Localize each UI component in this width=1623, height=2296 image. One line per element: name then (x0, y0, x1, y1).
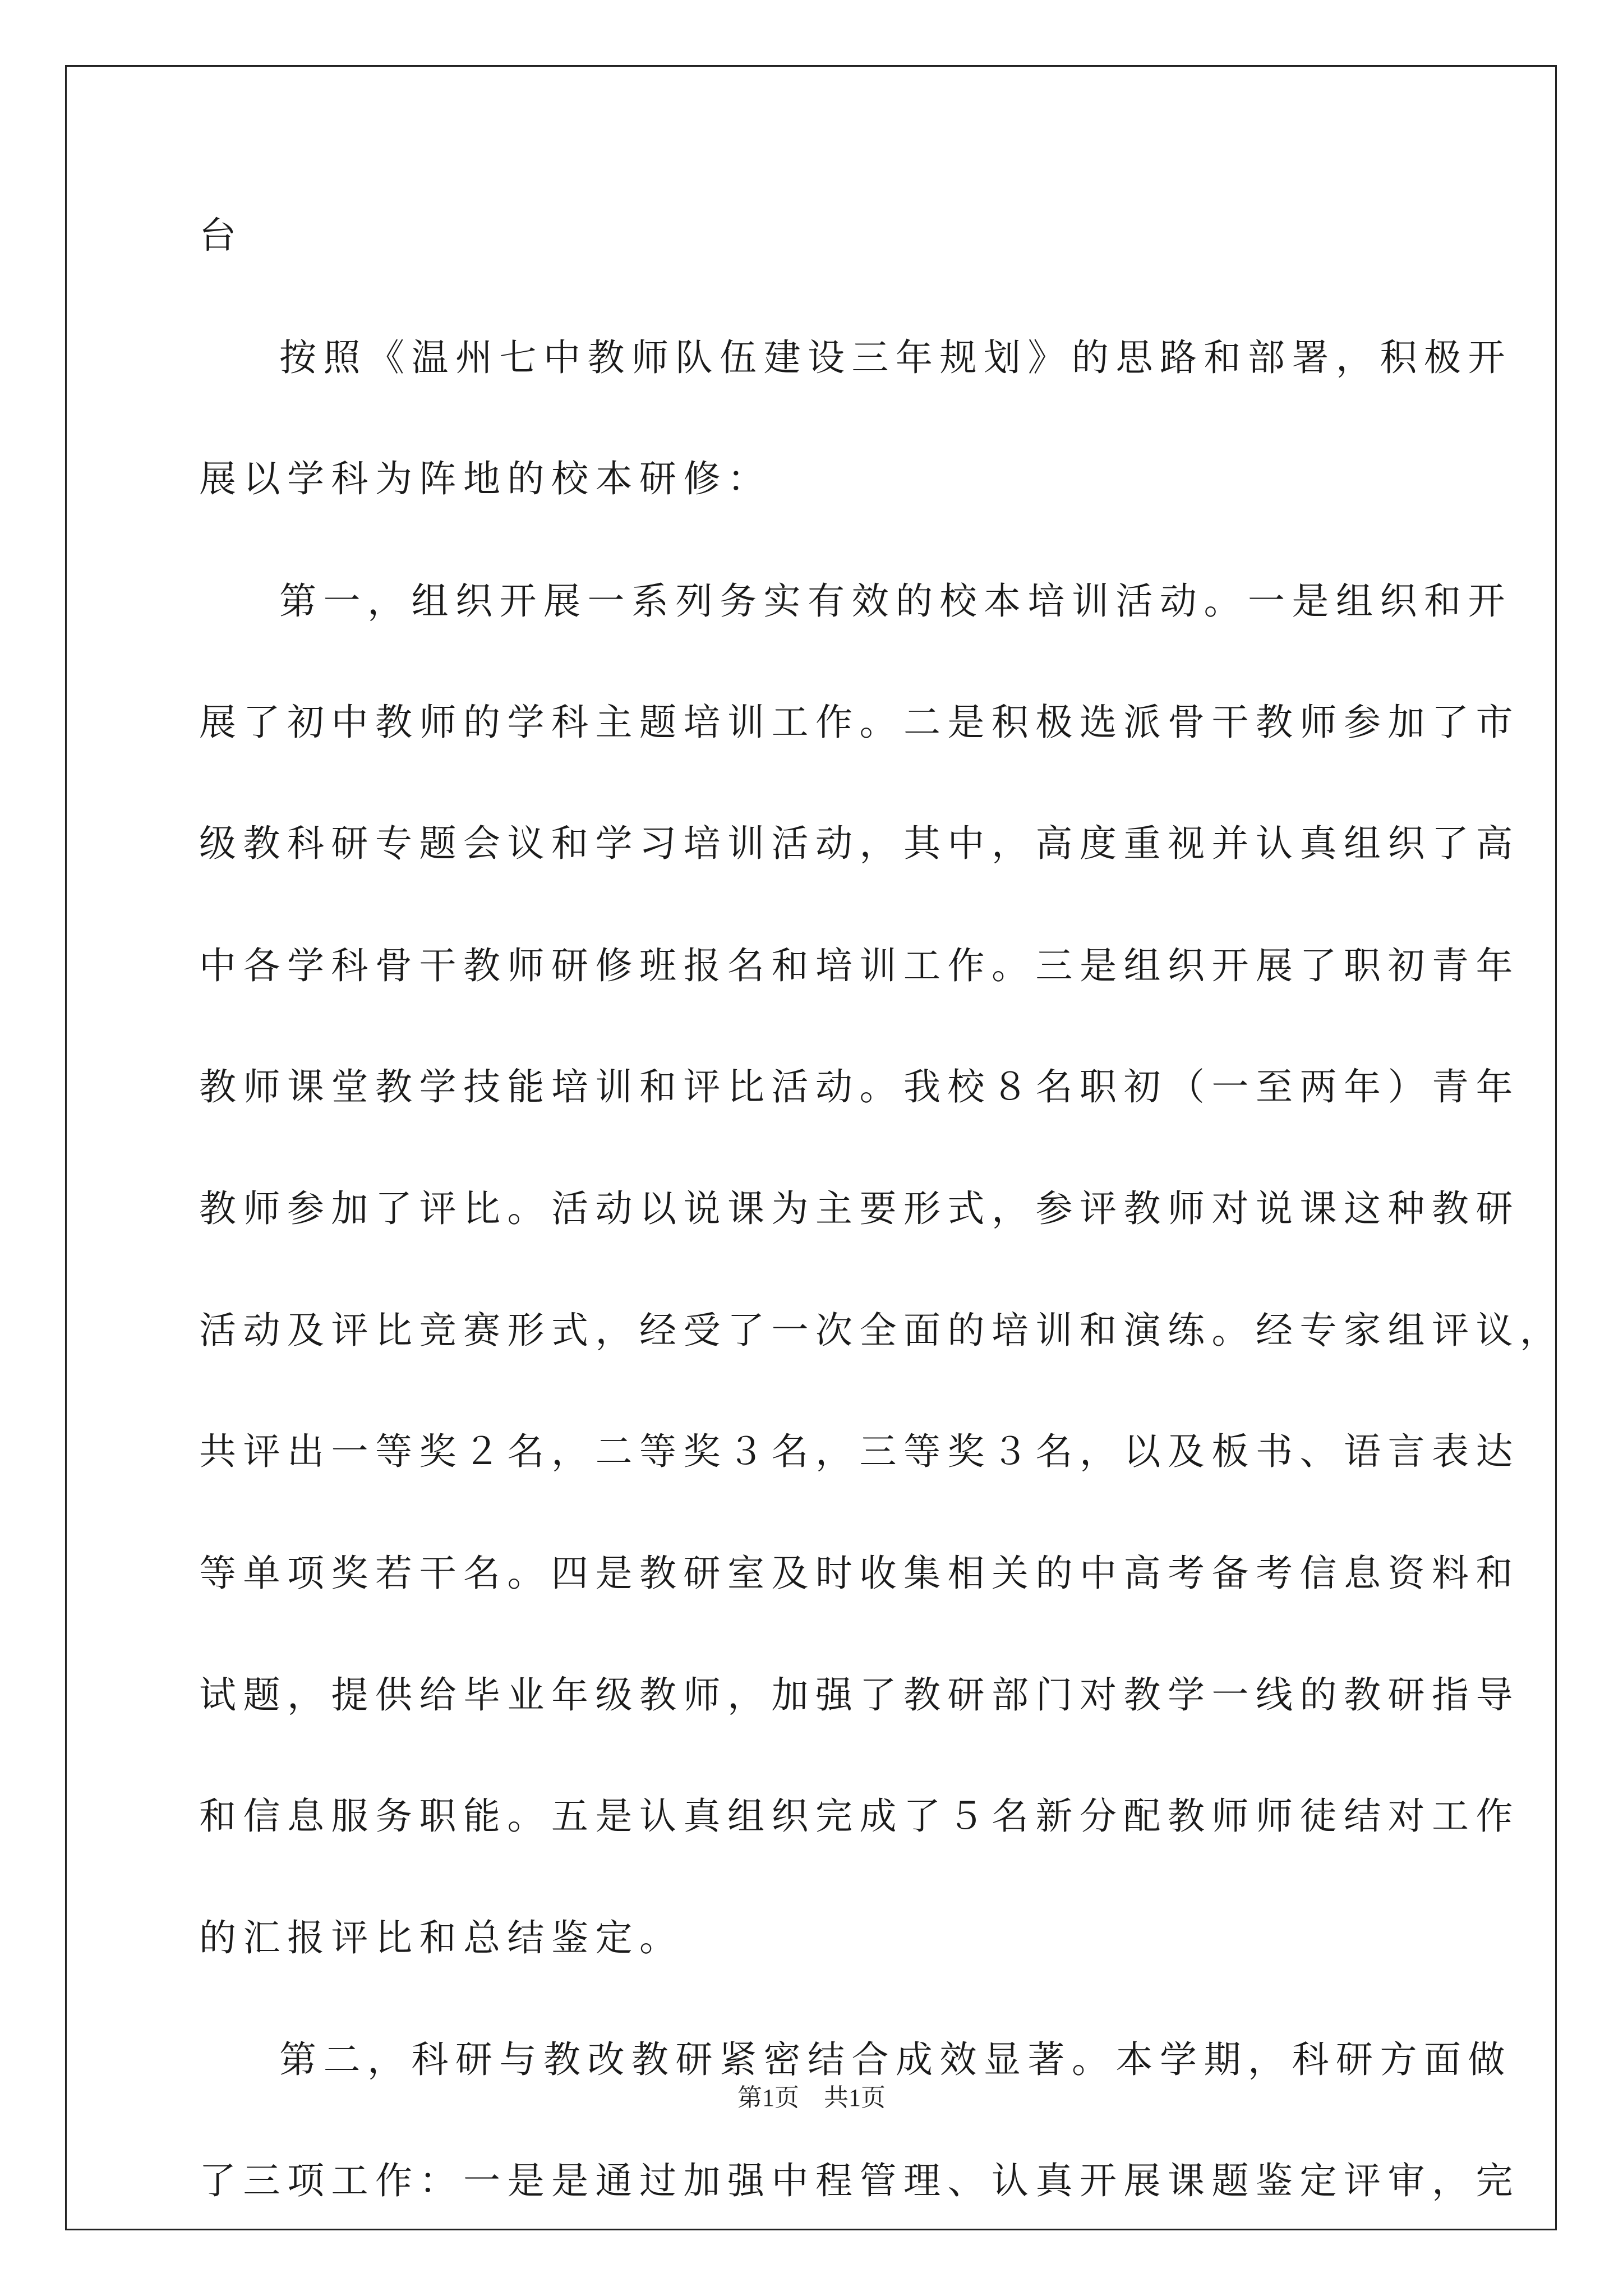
text-line: 了三项工作：一是是通过加强中程管理、认真开展课题鉴定评审，完 (199, 2159, 1520, 2202)
text-line: 展了初中教师的学科主题培训工作。二是积极选派骨干教师参加了市 (199, 701, 1520, 744)
page-footer: 第1页 共1页 (737, 2084, 886, 2111)
text-line: 活动及评比竞赛形式，经受了一次全面的培训和演练。经专家组评议， (199, 1309, 1564, 1352)
text-line: 中各学科骨干教师研修班报名和培训工作。三是组织开展了职初青年 (199, 944, 1520, 987)
text-line: 台 (199, 214, 243, 257)
text-line: 共评出一等奖２名，二等奖３名，三等奖３名，以及板书、语言表达 (199, 1430, 1520, 1473)
text-line: 教师课堂教学技能培训和评比活动。我校８名职初（一至两年）青年 (199, 1065, 1520, 1108)
text-line: 和信息服务职能。五是认真组织完成了５名新分配教师师徒结对工作 (199, 1795, 1520, 1838)
paragraph-first-line: 第二，科研与教改教研紧密结合成效显著。本学期，科研方面做 (279, 2038, 1512, 2081)
text-line: 展以学科为阵地的校本研修： (199, 457, 772, 500)
text-line: 试题，提供给毕业年级教师，加强了教研部门对教学一线的教研指导 (199, 1673, 1520, 1717)
text-line: 的汇报评比和总结鉴定。 (199, 1916, 684, 1959)
paragraph-first-line: 第一，组织开展一系列务实有效的校本培训活动。一是组织和开 (279, 579, 1512, 623)
text-line: 级教科研专题会议和学习培训活动，其中，高度重视并认真组织了高 (199, 822, 1520, 865)
page-border (65, 65, 1557, 2230)
paragraph-first-line: 按照《温州七中教师队伍建设三年规划》的思路和部署，积极开 (279, 336, 1512, 379)
text-line: 等单项奖若干名。四是教研室及时收集相关的中高考备考信息资料和 (199, 1552, 1520, 1595)
text-line: 教师参加了评比。活动以说课为主要形式，参评教师对说课这种教研 (199, 1187, 1520, 1230)
